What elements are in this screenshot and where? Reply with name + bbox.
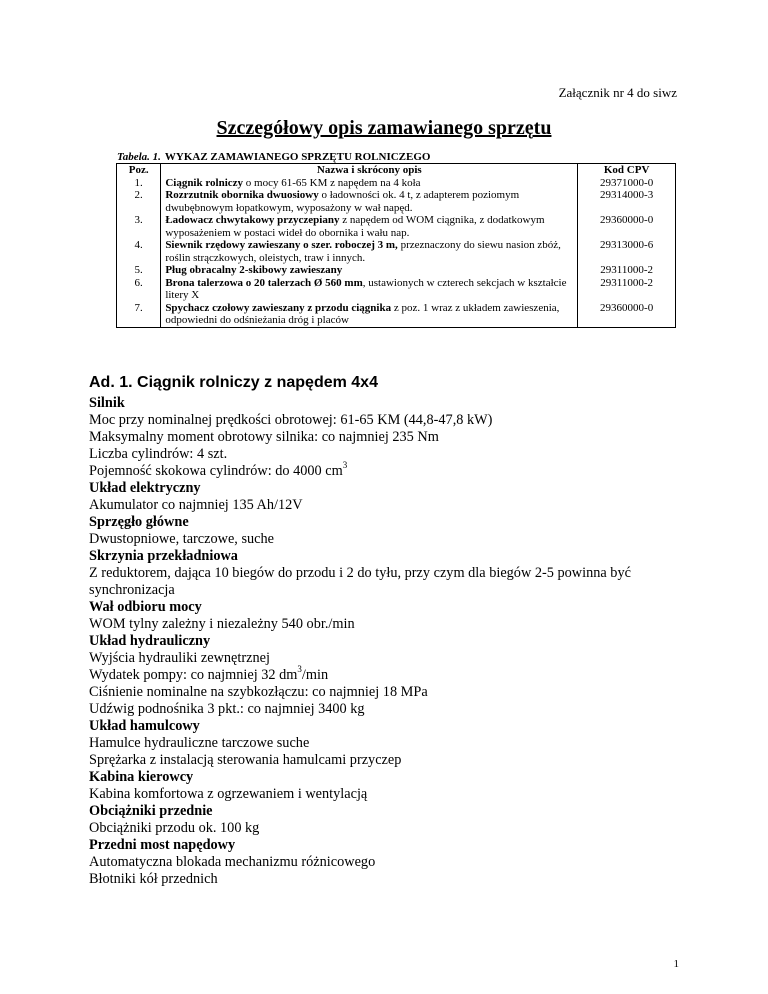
table-row	[117, 189, 676, 214]
row-poz: 4.	[117, 239, 161, 264]
spec-line	[89, 446, 689, 463]
spec-line	[89, 735, 689, 752]
spec-text: Obciążniki przednie	[89, 803, 213, 819]
row-name-bold: Brona talerzowa o 20 talerzach Ø 560 mm	[165, 276, 363, 289]
spec-subheading	[89, 803, 689, 820]
spec-subheading	[89, 769, 689, 786]
spec-subheading	[89, 548, 689, 565]
row-cpv: 29371000-0	[578, 177, 676, 190]
spec-line	[89, 412, 689, 429]
spec-text: WOM tylny zależny i niezależny 540 obr./min	[89, 616, 355, 632]
row-poz: 5.	[117, 264, 161, 277]
spec-text: Automatyczna blokada mechanizmu różnicowego	[89, 854, 376, 870]
row-name-bold: Siewnik rzędowy zawieszany o szer. roboczej 3 m,	[165, 239, 398, 251]
spec-line	[89, 684, 689, 701]
spec-text: Błotniki kół przednich	[89, 871, 218, 887]
spec-line	[89, 616, 689, 633]
spec-lines	[89, 395, 689, 888]
superscript: 3	[342, 460, 348, 471]
row-cpv: 29311000-2	[578, 264, 676, 277]
spec-text: Przedni most napędowy	[89, 837, 236, 853]
row-name-rest: z poz. 1 wraz z układem zawieszenia, odpowiedni do odśnieżania dróg i placów	[165, 301, 560, 326]
spec-line	[89, 664, 689, 684]
column-header-poz: Poz.	[117, 164, 161, 177]
row-name-bold: Ciągnik rolniczy	[165, 176, 244, 189]
row-name-bold: Pług obracalny 2-skibowy zawieszany	[165, 264, 343, 276]
spec-text: Silnik	[89, 395, 125, 411]
spec-text: Wydatek pompy: co najmniej 32 dm	[89, 667, 298, 683]
spec-text: Układ hamulcowy	[89, 718, 200, 734]
spec-line	[89, 820, 689, 837]
spec-subheading	[89, 599, 689, 616]
row-poz: 1.	[117, 177, 161, 190]
table-caption	[117, 151, 430, 163]
spec-line	[89, 786, 689, 803]
row-name	[161, 302, 578, 328]
spec-text: Sprężarka z instalacją sterowania hamulcami przyczep	[89, 752, 402, 768]
spec-text: Moc przy nominalnej prędkości obrotowej: 61-65 KM (44,8-47,8 kW)	[89, 412, 493, 428]
spec-text-after: /min	[301, 667, 329, 683]
row-name-rest: z napędem od WOM ciągnika, z dodatkowym wyposażeniem w postaci wideł do obornika i wału nap.	[165, 214, 545, 239]
spec-text: Akumulator co najmniej 135 Ah/12V	[89, 497, 303, 513]
page-number: 1	[673, 958, 679, 970]
section-heading: Ad. 1. Ciągnik rolniczy z napędem 4x4	[89, 374, 378, 391]
table-caption-lead: Tabela. 1.	[117, 151, 161, 163]
spec-text: Pojemność skokowa cylindrów: do 4000 cm	[89, 463, 343, 479]
spec-text: Z reduktorem, dająca 10 biegów do przodu i 2 do tyłu, przy czym dla biegów 2-5 powinna być synchronizacja	[89, 565, 631, 598]
spec-line	[89, 460, 689, 480]
spec-text: Wał odbioru mocy	[89, 599, 202, 615]
page-title: Szczegółowy opis zamawianego sprzętu	[216, 117, 552, 139]
row-poz: 2.	[117, 189, 161, 214]
spec-subheading	[89, 633, 689, 650]
annex-note: Załącznik nr 4 do siwz	[558, 85, 677, 100]
spec-text: Układ elektryczny	[89, 480, 201, 496]
row-name	[161, 264, 578, 277]
spec-subheading	[89, 718, 689, 735]
table-header-row	[117, 164, 676, 177]
tractor-spec-section	[89, 373, 689, 888]
row-name-bold: Ładowacz chwytakowy przyczepiany	[165, 214, 340, 226]
row-name	[161, 177, 578, 190]
row-poz: 3.	[117, 214, 161, 239]
spec-line	[89, 497, 689, 514]
spec-text: Kabina kierowcy	[89, 769, 194, 785]
spec-line	[89, 429, 689, 446]
row-name	[161, 214, 578, 239]
spec-line	[89, 854, 689, 871]
spec-text: Ciśnienie nominalne na szybkozłączu: co najmniej 18 MPa	[89, 684, 428, 700]
row-name	[161, 277, 578, 302]
spec-text: Układ hydrauliczny	[89, 633, 211, 649]
spec-subheading	[89, 837, 689, 854]
table-row	[117, 264, 676, 277]
row-name-rest: przeznaczony do siewu nasion zbóż, roślin strączkowych, oleistych, traw i innych.	[165, 239, 561, 264]
spec-text: Dwustopniowe, tarczowe, suche	[89, 531, 275, 547]
spec-line	[89, 701, 689, 718]
spec-subheading	[89, 480, 689, 497]
spec-text: Wyjścia hydrauliki zewnętrznej	[89, 650, 270, 666]
equipment-table	[116, 163, 676, 328]
row-poz: 6.	[117, 277, 161, 302]
spec-line	[89, 752, 689, 769]
row-cpv: 29360000-0	[578, 214, 676, 239]
column-header-name: Nazwa i skrócony opis	[161, 164, 578, 177]
superscript: 3	[297, 664, 302, 675]
table-row	[117, 239, 676, 264]
row-name-rest: o ładowności ok. 4 t, z adapterem poziomym dwubębnowym łopatkowym, wyposażony w wał napęd.	[165, 189, 520, 214]
spec-line	[89, 871, 689, 888]
spec-text: Obciążniki przodu ok. 100 kg	[89, 820, 260, 836]
spec-line	[89, 650, 689, 667]
spec-subheading	[89, 395, 689, 412]
row-poz: 7.	[117, 302, 161, 328]
table-row	[117, 214, 676, 239]
spec-text: Hamulce hydrauliczne tarczowe suche	[89, 735, 310, 751]
table-row	[117, 277, 676, 302]
spec-text: Udźwig podnośnika 3 pkt.: co najmniej 3400 kg	[89, 701, 365, 717]
row-name	[161, 239, 578, 264]
table-caption-text: WYKAZ ZAMAWIANEGO SPRZĘTU ROLNICZEGO	[164, 151, 431, 163]
row-cpv: 29313000-6	[578, 239, 676, 264]
spec-text: Kabina komfortowa z ogrzewaniem i wentylacją	[89, 786, 368, 802]
row-cpv: 29360000-0	[578, 302, 676, 328]
column-header-cpv: Kod CPV	[578, 164, 676, 177]
row-name	[161, 189, 578, 214]
row-cpv: 29311000-2	[578, 277, 676, 302]
row-name-rest: , ustawionych w czterech sekcjach w kształcie litery X	[165, 276, 567, 301]
row-cpv: 29314000-3	[578, 189, 676, 214]
table-row	[117, 177, 676, 190]
spec-text: Skrzynia przekładniowa	[89, 548, 238, 564]
spec-subheading	[89, 514, 689, 531]
row-name-bold: Spychacz czołowy zawieszany z przodu ciągnika	[165, 301, 392, 314]
row-name-bold: Rozrzutnik obornika dwuosiowy	[165, 189, 319, 201]
spec-line	[89, 565, 689, 599]
spec-line	[89, 531, 689, 548]
row-name-rest: o mocy 61-65 KM z napędem na 4 koła	[243, 176, 421, 189]
spec-text: Sprzęgło główne	[89, 514, 189, 530]
table-row	[117, 302, 676, 328]
spec-text: Liczba cylindrów: 4 szt.	[89, 446, 228, 462]
spec-text: Maksymalny moment obrotowy silnika: co najmniej 235 Nm	[89, 429, 439, 445]
